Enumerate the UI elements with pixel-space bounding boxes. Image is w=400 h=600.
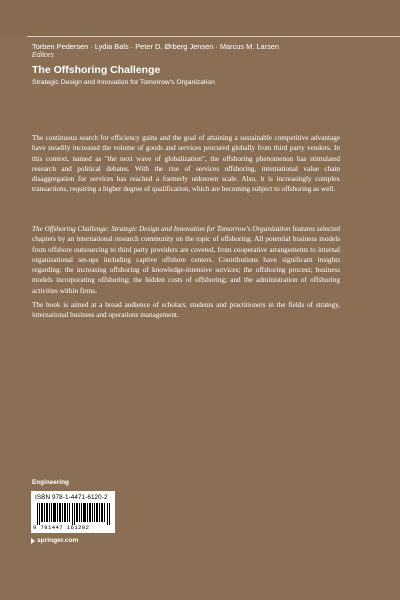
book-title: The Offshoring Challenge (32, 64, 161, 76)
editors-role-label: Editors (32, 52, 54, 59)
isbn-barcode (31, 491, 115, 533)
top-band (0, 0, 400, 36)
book-subtitle: Strategic Design and Innovation for Tomorrow's Organization (32, 79, 215, 86)
description-paragraph-3: The book is aimed at a broad audience of scholars, students and practitioners in the fields of strategy, international business and operations management. (32, 301, 340, 320)
description-paragraph-2-text: features selected chapters by an international research community on the topic of offshoring. All potential business models from offshore outsourcing to third party providers are covered, from cooperative arrangements to internal organizational set-ups including captive offshore centers. Contributions have significant insights regarding: the increasing offshoring of knowledge-intensive services; the offshoring process; business models incorporating offshoring; the hidden costs of offshoring; and the administration of offshoring activities within firms. (32, 225, 341, 295)
editors-names: Torben Pedersen · Lydia Bals · Peter D. Ørberg Jensen · Marcus M. Larsen (32, 42, 280, 51)
description-paragraph-1: The continuous search for efficiency gains and the goal of attaining a sustainable competitive advantage have steadily increased the volume of goods and services procured globally from third party vendors. In this context, named as "the next wave of globalization", the offshoring phenomenon has stimulated research and political debates. With the rise of services offshoring, international value chain disaggregation for services has reached a formerly unknown scale. Also, it is increasingly complex transactions, requiring a higher degree of qualification, which are becoming subject to offshoring as well. (32, 134, 340, 194)
barcode-digits: 9 781447 161202 (33, 524, 90, 531)
publisher-url[interactable]: springer.com (37, 537, 79, 544)
isbn-number: ISBN 978-1-4471-6120-2 (35, 494, 108, 501)
description-paragraph-2 (32, 224, 340, 296)
barcode-icon (37, 503, 111, 525)
publisher-link[interactable] (31, 537, 78, 544)
book-title-italic: The Offshoring Challenge: Strategic Design and Innovation for Tomorrow's Organization (32, 225, 291, 233)
arrow-right-icon (31, 538, 35, 544)
subject-category: Engineering (32, 479, 69, 486)
header-rule (27, 36, 400, 37)
